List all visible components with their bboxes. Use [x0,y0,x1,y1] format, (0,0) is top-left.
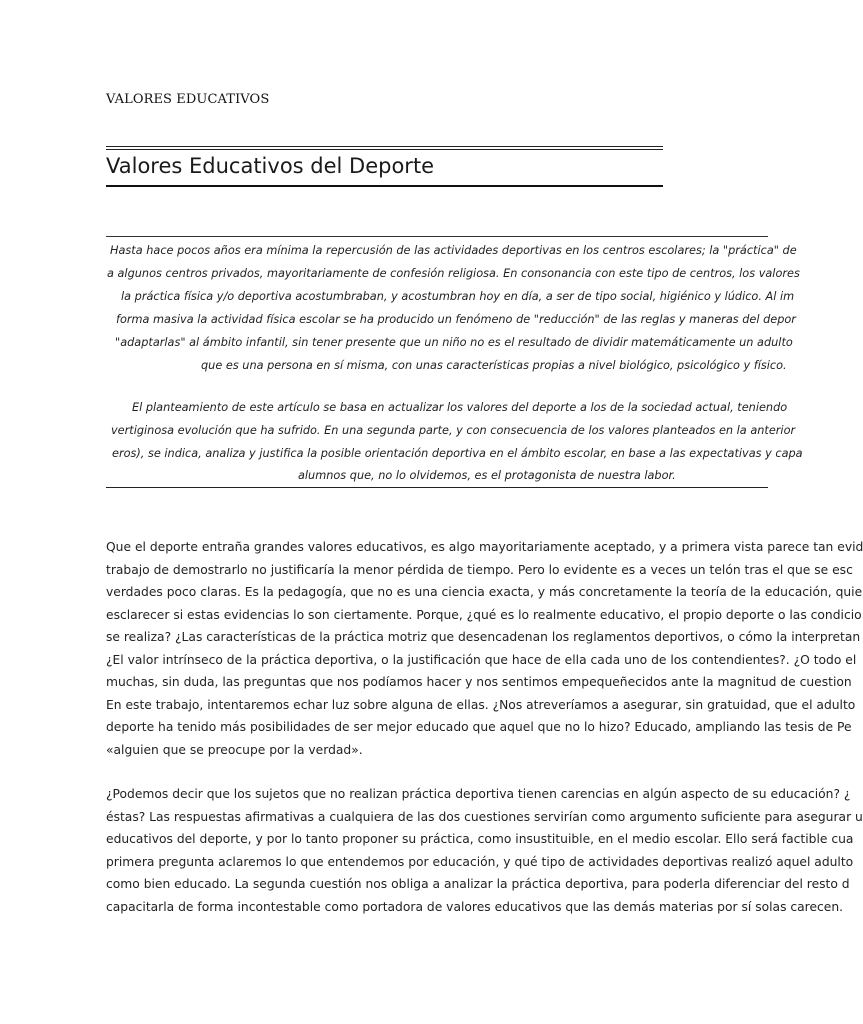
paragraph-line: verdades poco claras. Es la pedagogía, que no es una ciencia exacta, y más concretamente la teoría de la educación, quie [106,585,863,599]
abstract-line: forma masiva la actividad física escolar se ha producido un fenómeno de "reducción" de las reglas y maneras del depor [116,313,796,326]
title-underline-divider [106,185,663,187]
abstract-line: Hasta hace pocos años era mínima la repercusión de las actividades deportivas en los centros escolares; la "práctica" de [110,244,797,257]
paragraph-line: ¿El valor intrínseco de la práctica deportiva, o la justificación que hace de ella cada uno de los contendientes?. ¿O todo el [106,653,857,667]
paragraph-line: muchas, sin duda, las preguntas que nos podíamos hacer y nos sentimos empequeñecidos ante la magnitud de cuestion [106,675,852,689]
paragraph-line: se realiza? ¿Las características de la práctica motriz que desencadenan los reglamentos deportivos, o cómo la interpretan [106,630,861,644]
paragraph-line: esclarecer si estas evidencias lo son ciertamente. Porque, ¿qué es lo realmente educativo, el propio deporte o las condicio [106,608,862,622]
paragraph-line: En este trabajo, intentaremos echar luz sobre alguna de ellas. ¿Nos atreveríamos a asegurar, sin gratuidad, que el adulto [106,698,856,712]
abstract-line: El planteamiento de este artículo se basa en actualizar los valores del deporte a los de la sociedad actual, teniendo [132,401,788,414]
paragraph-line: «alguien que se preocupe por la verdad». [106,743,363,757]
abstract-line: vertiginosa evolución que ha sufrido. En una segunda parte, y con consecuencia de los valores planteados en la anterior [111,424,796,437]
paragraph-line: deporte ha tenido más posibilidades de ser mejor educado que aquel que no lo hizo? Educado, ampliando las tesis de Pe [106,720,852,734]
abstract-line: "adaptarlas" al ámbito infantil, sin tener presente que un niño no es el resultado de dividir matemáticamente un adulto [115,336,793,349]
abstract-line: que es una persona en sí misma, con unas características propias a nivel biológico, psicológico y físico. [201,359,787,372]
abstract-line: alumnos que, no lo olvidemos, es el protagonista de nuestra labor. [298,469,676,482]
section-kicker: VALORES EDUCATIVOS [106,92,270,107]
abstract-line: a algunos centros privados, mayoritariamente de confesión religiosa. En consonancia con este tipo de centros, los valores [107,267,800,280]
paragraph-line: trabajo de demostrarlo no justificaría la menor pérdida de tiempo. Pero lo evidente es a veces un telón tras el que se esc [106,563,853,577]
paragraph-line: educativos del deporte, y por lo tanto proponer su práctica, como insustituible, en el medio escolar. Ello será factible cua [106,832,854,846]
paragraph-line: ¿Podemos decir que los sujetos que no realizan práctica deportiva tienen carencias en algún aspecto de su educación? ¿ [106,787,851,801]
page-title: Valores Educativos del Deporte [106,154,435,178]
paragraph-line: capacitarla de forma incontestable como portadora de valores educativos que las demás materias por sí solas carecen. [106,900,844,914]
paragraph-line: como bien educado. La segunda cuestión nos obliga a analizar la práctica deportiva, para poderla diferenciar del resto d [106,877,850,891]
paragraph-line: primera pregunta aclaremos lo que entendemos por educación, y qué tipo de actividades deportivas realizó aquel adulto [106,855,854,869]
paragraph-line: éstas? Las respuestas afirmativas a cualquiera de las dos cuestiones servirían como argumento suficiente para asegurar u [106,810,863,824]
abstract-line: eros), se indica, analiza y justifica la posible orientación deportiva en el ámbito escolar, en base a las expectativas y capa [112,447,803,460]
paragraph-line: Que el deporte entraña grandes valores educativos, es algo mayoritariamente aceptado, y a primera vista parece tan evid [106,540,863,554]
abstract-line: la práctica física y/o deportiva acostumbraban, y acostumbran hoy en día, a ser de tipo social, higiénico y lúdico. Al im [121,290,795,303]
double-rule-divider [106,146,663,150]
abstract-bottom-divider [106,487,768,488]
abstract-top-divider [106,236,768,237]
